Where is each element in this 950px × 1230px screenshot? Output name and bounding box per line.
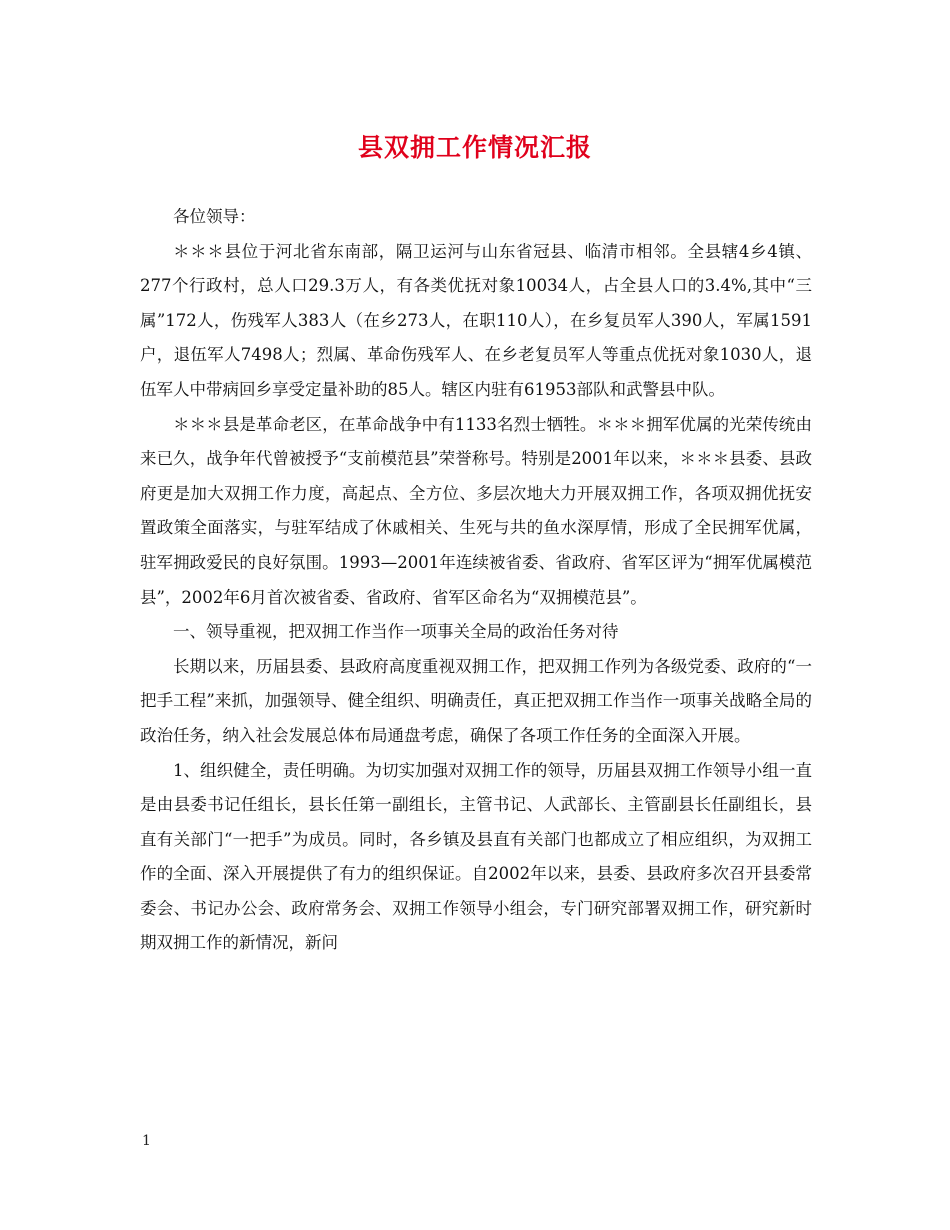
section-heading: 一、领导重视，把双拥工作当作一项事关全局的政治任务对待 (173, 622, 619, 642)
body-paragraph: 1、组织健全，责任明确。为切实加强对双拥工作的领导，历届县双拥工作领导小组一直是由县委书记任组长，县长任第一副组长，主管书记、人武部长、主管副县长任副组长，县直有关部门“一把手”为成员。同时，各乡镇及县直有关部门也都成立了相应组织，为双拥工作的全面、深入开展提供了有力的组织保证。自2002年以来，县委、县政府多次召开县委常委会、书记办公会、政府常务会、双拥工作领导小组会，专门研究部署双拥工作，研究新时期双拥工作的新情况，新问 (140, 760, 812, 953)
page-number: 1 (142, 1133, 151, 1149)
body-paragraph: ＊＊＊县位于河北省东南部，隔卫运河与山东省冠县、临清市相邻。全县辖4乡4镇、277个行政村，总人口29.3万人，有各类优抚对象10034人，占全县人口的3.4%,其中“三属”172人，伤残军人383人（在乡273人，在职110人），在乡复员军人390人，军属1591户，退伍军人7498人；烈属、革命伤残军人、在乡老复员军人等重点优抚对象1030人，退伍军人中带病回乡享受定量补助的85人。辖区内驻有61953部队和武警县中队。 (140, 241, 812, 399)
body-paragraph: 长期以来，历届县委、县政府高度重视双拥工作，把双拥工作列为各级党委、政府的“一把手工程”来抓，加强领导、健全组织、明确责任，真正把双拥工作当作一项事关战略全局的政治任务，纳入社会发展总体布局通盘考虑，确保了各项工作任务的全面深入开展。 (140, 656, 812, 745)
body-paragraph: ＊＊＊县是革命老区，在革命战争中有1133名烈士牺牲。＊＊＊拥军优属的光荣传统由来已久，战争年代曾被授予“支前模范县”荣誉称号。特别是2001年以来，＊＊＊县委、县政府更是加大双拥工作力度，高起点、全方位、多层次地大力开展双拥工作，各项双拥优抚安置政策全面落实，与驻军结成了休戚相关、生死与共的鱼水深厚情，形成了全民拥军优属，驻军拥政爱民的良好氛围。1993—2001年连续被省委、省政府、省军区评为“拥军优属模范县”，2002年6月首次被省委、省政府、省军区命名为“双拥模范县”。 (140, 414, 812, 607)
document-body (140, 200, 812, 961)
document-title: 县双拥工作情况汇报 (357, 133, 592, 162)
salutation-paragraph: 各位领导： (173, 207, 256, 226)
